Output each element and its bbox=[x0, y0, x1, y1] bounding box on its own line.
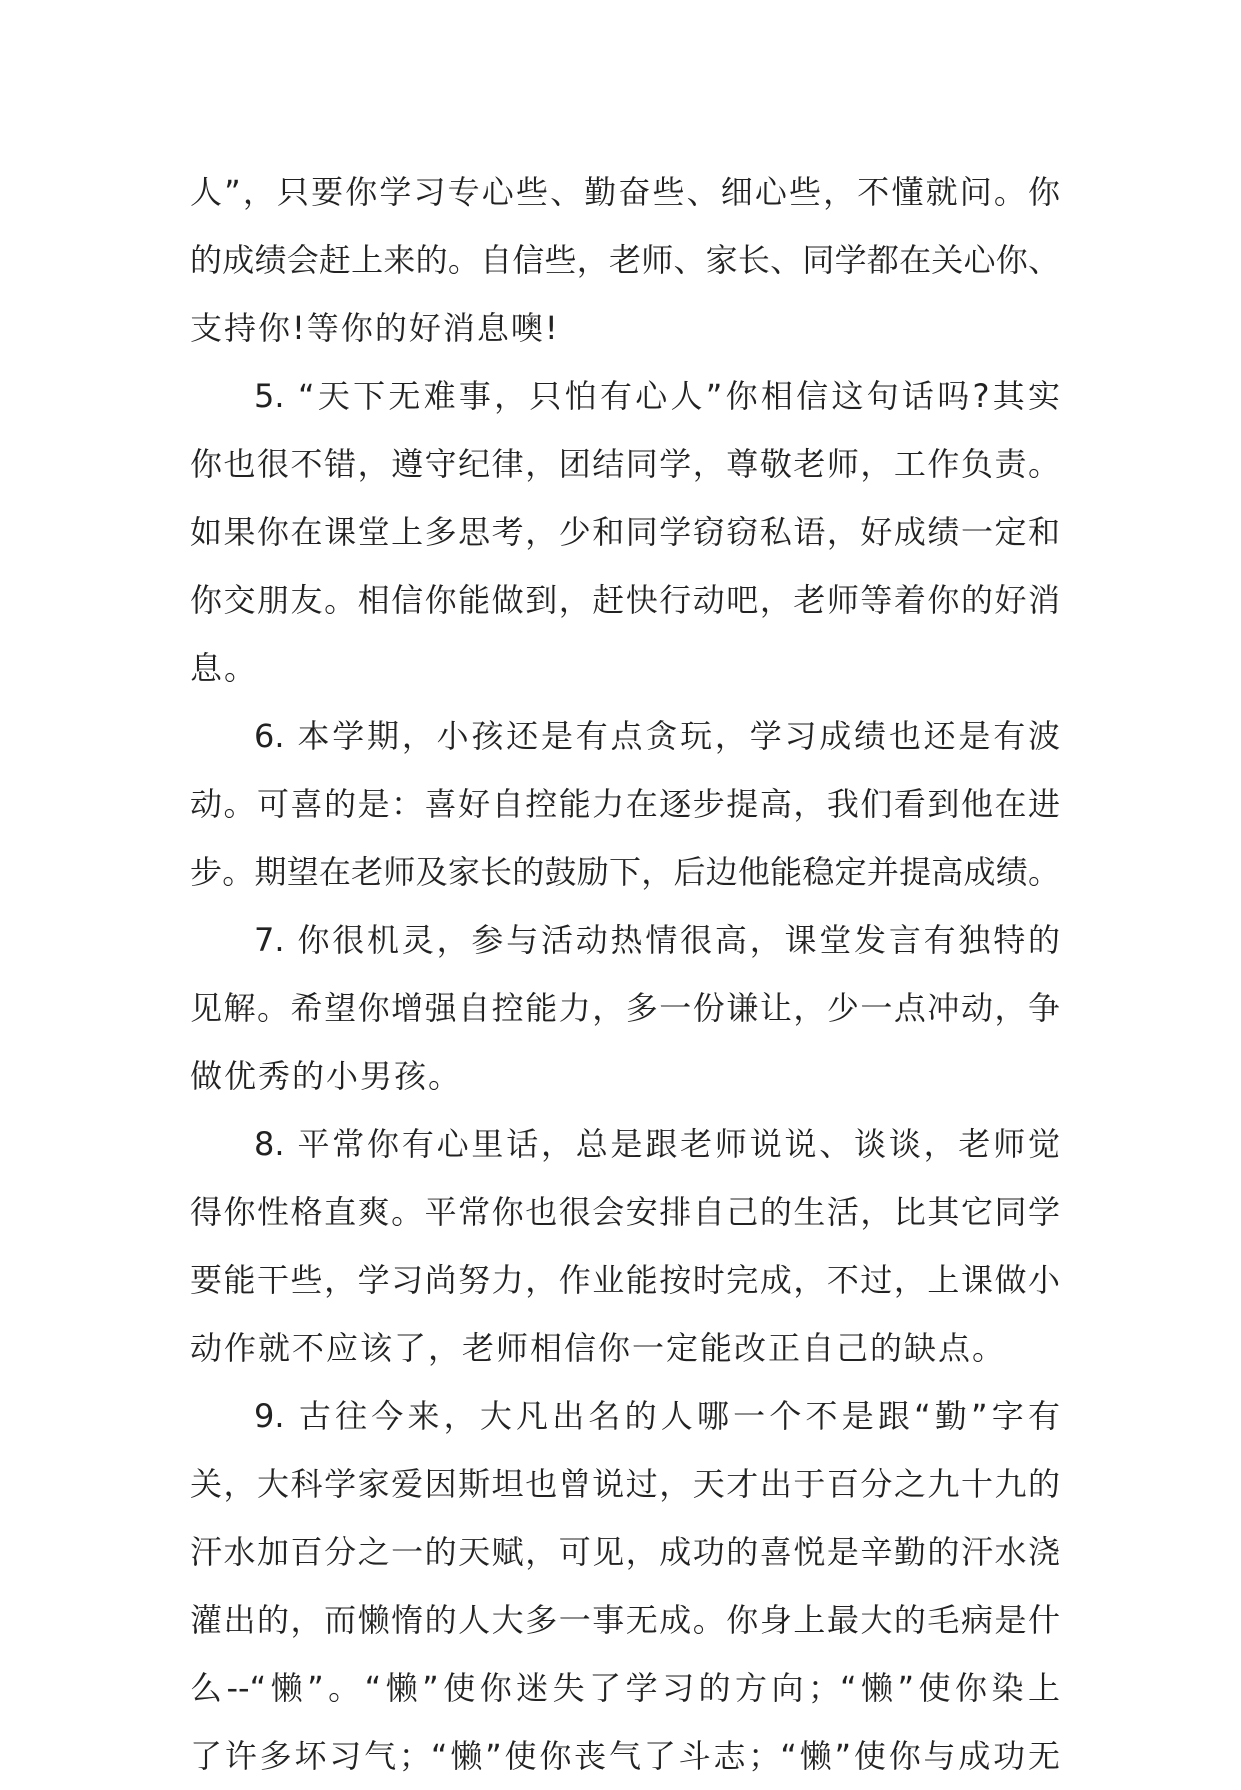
text-line: 么--“懒”。“懒”使你迷失了学习的方向；“懒”使你染上 bbox=[190, 1669, 1060, 1707]
paragraph-9-start: 9. 古往今来，大凡出名的人哪一个不是跟“勤”字有 bbox=[254, 1397, 1060, 1435]
text-line: 如果你在课堂上多思考，少和同学窃窃私语，好成绩一定和 bbox=[190, 513, 1060, 551]
text-line: 了许多坏习气；“懒”使你丧气了斗志；“懒”使你与成功无 bbox=[190, 1737, 1060, 1775]
text-line: 步。期望在老师及家长的鼓励下，后边他能稳定并提高成绩。 bbox=[190, 853, 1060, 891]
text-line: 灌出的，而懒惰的人大多一事无成。你身上最大的毛病是什 bbox=[190, 1601, 1060, 1639]
text-line: 见解。希望你增强自控能力，多一份谦让，少一点冲动，争 bbox=[190, 989, 1060, 1027]
text-line: 关，大科学家爱因斯坦也曾说过，天才出于百分之九十九的 bbox=[190, 1465, 1060, 1503]
document-body bbox=[190, 158, 1060, 1790]
paragraph-8-start: 8. 平常你有心里话，总是跟老师说说、谈谈，老师觉 bbox=[254, 1125, 1060, 1163]
text-line: 的成绩会赶上来的。自信些，老师、家长、同学都在关心你、 bbox=[190, 241, 1060, 279]
text-line: 息。 bbox=[190, 649, 259, 687]
text-line: 人”，只要你学习专心些、勤奋些、细心些，不懂就问。你 bbox=[190, 173, 1060, 211]
text-line: 得你性格直爽。平常你也很会安排自己的生活，比其它同学 bbox=[190, 1193, 1060, 1231]
text-line: 动。可喜的是：喜好自控能力在逐步提高，我们看到他在进 bbox=[190, 785, 1060, 823]
text-line: 动作就不应该了，老师相信你一定能改正自己的缺点。 bbox=[190, 1329, 1007, 1367]
text-line: 你也很不错，遵守纪律，团结同学，尊敬老师，工作负责。 bbox=[190, 445, 1060, 483]
paragraph-5-start: 5. “天下无难事，只怕有心人”你相信这句话吗?其实 bbox=[254, 377, 1060, 415]
paragraph-6-start: 6. 本学期，小孩还是有点贪玩，学习成绩也还是有波 bbox=[254, 717, 1060, 755]
paragraph-7-start: 7. 你很机灵，参与活动热情很高，课堂发言有独特的 bbox=[254, 921, 1060, 959]
text-line: 你交朋友。相信你能做到，赶快行动吧，老师等着你的好消 bbox=[190, 581, 1060, 619]
text-line: 要能干些，学习尚努力，作业能按时完成，不过，上课做小 bbox=[190, 1261, 1060, 1299]
text-line: 做优秀的小男孩。 bbox=[190, 1057, 463, 1095]
text-line: 支持你!等你的好消息噢! bbox=[190, 309, 560, 347]
text-line: 汗水加百分之一的天赋，可见，成功的喜悦是辛勤的汗水浇 bbox=[190, 1533, 1060, 1571]
